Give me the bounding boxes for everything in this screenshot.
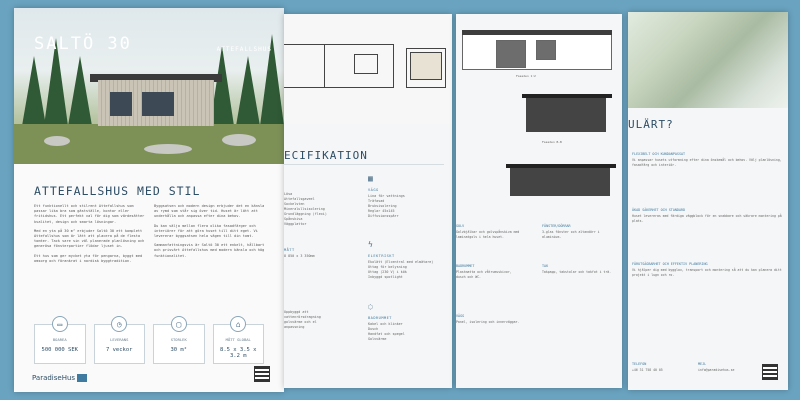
spec-value: 500 000 SEK [41, 347, 78, 353]
list-item: Bruksisolering [368, 204, 397, 208]
section-heading: ATTEFALLSHUS MED STIL [34, 184, 201, 198]
list-item: Lina för vattnings [368, 194, 405, 198]
section-title: ÖKAD SÄKERHET OCH STANDARD [632, 208, 686, 212]
section-title: VÄGG [456, 314, 465, 318]
section-text: Vi anpassar husets utformning efter dina önskemål och behov. Välj planlösning, fasadfärg och interiör. [632, 158, 782, 167]
spec-box [213, 319, 265, 364]
list-item: golvvärme och el [284, 320, 317, 324]
section-title: GOLV [456, 224, 465, 228]
list-item: Mineralullsisolering [284, 207, 325, 211]
list-item: Väggplattor [284, 222, 307, 226]
specification-heading: ECIFIKATION [284, 149, 368, 162]
hero-image [14, 8, 284, 164]
list-item: Uttag för belysning [368, 265, 407, 269]
paragraph: Sammanfattningsvis är Saltö 30 ett enkelt, hållbart och prisvärt Attefallshus med modern känsla och hög funktionalitet. [154, 243, 265, 258]
list-item: Grundläggning (flexi) [284, 212, 327, 216]
drawing-label: Fasaden 1:2 [516, 74, 536, 78]
spec-box [34, 319, 86, 364]
list-item: Kakel och klinker [368, 322, 403, 326]
product-subtitle: ATTEFALLSHUS [216, 46, 272, 53]
section-title: VÄGG [368, 188, 379, 192]
spec-box [94, 319, 146, 364]
list-item: vattenrörsdragning [284, 315, 321, 319]
list-item: Sockelsten [284, 202, 305, 206]
section-title: FÖRUTSÄGBARHET OCH EFFEKTIV PLANERING [632, 262, 708, 266]
list-item: Inbyggd spotlight [368, 275, 403, 279]
spec-value: 30 m² [170, 347, 188, 353]
section-title: BADRUMMET [368, 316, 392, 320]
list-item: Golvvärme [368, 337, 387, 341]
section-text: Huset levereras med färdiga väggblock för en snabbare och säkrare montering på plats. [632, 214, 782, 223]
logo-mark-icon [77, 374, 87, 382]
paragraph: Med en yta på 30 m² erbjuder Saltö 30 ett komplett Attefallshus som är lätt att placera på de flesta tomter. Tack vare sin väl planerade planlösning och generösa fönsterpartier flödar ljuset in. [34, 228, 145, 249]
spec-list [368, 322, 444, 342]
list-item: Diffusionsspärr [368, 214, 399, 218]
wall-icon: ▦ [368, 174, 373, 183]
list-item: Spånskiva [284, 217, 303, 221]
paragraph: Du kan välja mellan flera olika fasadfärger och interiörer för att göra huset till ditt eget. Vi levererar byggsatsen hela vägen till din tomt. [154, 223, 258, 239]
section-text: Takpapp, takstolar och takfot i trä. [542, 270, 612, 274]
spec-label: BOAREA [52, 337, 67, 342]
list-item: Lösa [284, 192, 293, 196]
spec-list [284, 192, 354, 227]
spec-list [284, 310, 354, 330]
spec-summary [34, 319, 264, 364]
email-label: MEJL [698, 362, 707, 366]
contact-label: TELEFON [632, 362, 647, 366]
list-item: Dusch [368, 327, 379, 331]
dimensions-icon: ⌂ [230, 316, 246, 332]
spec-value: 8.5 x 3.5 x 3.2 m [220, 347, 257, 359]
spec-list [368, 260, 444, 280]
section-title: FLEXIBELT OCH KUNDANPASSAT [632, 152, 686, 156]
list-item: Ekolätt (Elcentral med elmätare) [368, 260, 434, 264]
brand-logo [32, 374, 87, 382]
section-title: TAK [542, 264, 549, 268]
list-item: Reglar 45x145 [368, 209, 395, 213]
section-text: Plastmatta och våtrumsskivor, dusch och WC. [456, 270, 512, 279]
spec-label: STORLEK [170, 337, 187, 342]
bathroom-icon: ◌ [368, 302, 373, 311]
list-item: Träfasad [368, 199, 385, 203]
section-title: ELEKTRISKT [368, 254, 395, 258]
list-item: Handfat och spegel [368, 332, 405, 336]
spec-label: MÅTT GLOBAL [225, 337, 251, 342]
brochure-page-specification [284, 14, 452, 388]
section-title: FÖNSTER/DÖRRAR [542, 224, 571, 228]
brochure-page-drawings [456, 14, 622, 388]
brochure-page-why [628, 12, 788, 390]
rear-elevation-drawing [510, 166, 610, 196]
list-item: Uttag (230 V) i kök [368, 270, 407, 274]
side-elevation-drawing [526, 96, 606, 132]
drawing-label: Fasaden B-B [542, 140, 562, 144]
floor-plan-drawing [284, 14, 452, 124]
list-item: Uppbyggd att [284, 310, 309, 314]
section-title: MÅTT [284, 248, 295, 252]
paragraph: Ett hus som ger mycket yta för pengarna, byggt med omsorg och förankrat i nordisk byggtradition. [34, 253, 143, 263]
area-icon: ▢ [171, 316, 187, 332]
section-text: Vi hjälper dig med bygglov, transport och montering så att du kan planera ditt projekt i lugn och ro. [632, 268, 782, 277]
spec-list [284, 254, 354, 259]
section-text: 3-glas fönster och altandörr i aluminium. [542, 230, 600, 239]
qr-code-icon [762, 364, 778, 380]
price-icon: ▭ [52, 316, 68, 332]
section-text: Golvbjälkar och golvspånskiva med laminatgolv i hela huset. [456, 230, 520, 239]
paragraph: Ett funktionellt och stilrent Attefallshus som passar lika bra som gästställe, kontor eller fritidshus. Ett perfekt val för dig som värdesätter kvalitet, design och smarta lösningar. [34, 204, 145, 224]
divider [284, 164, 444, 165]
paragraph: Byggsatsen och modern design erbjuder det en känsla av rymd som står sig över tid. Huset är lätt att underhålla och anpassa efter dina behov. [154, 204, 265, 219]
interior-photo [628, 12, 788, 108]
spec-value: 7 veckor [106, 347, 133, 353]
spec-box [153, 319, 205, 364]
why-heading: ULÄRT? [628, 118, 674, 131]
brochure-page-front [14, 8, 284, 392]
intro-column-left [34, 204, 146, 268]
product-title: SALTÖ 30 [34, 34, 132, 54]
list-item: anpassning [284, 325, 305, 329]
list-item: 8 850 x 3 350mm [284, 254, 315, 258]
section-text: Panel, isolering och innerväggar. [456, 320, 520, 324]
spec-label: LEVERANS [110, 337, 129, 342]
lightning-icon: ϟ [368, 240, 373, 249]
qr-code-icon [254, 366, 270, 382]
spec-list [368, 194, 444, 219]
logo-text: ParadiseHus [32, 374, 76, 382]
contact-phone: +46 31 758 40 05 [632, 368, 663, 372]
contact-email: info@paradisehus.se [698, 368, 735, 372]
intro-column-right [154, 204, 266, 263]
list-item: Attefallsgaveel [284, 197, 315, 201]
clock-icon: ◷ [111, 316, 127, 332]
section-title: BADRUMMET [456, 264, 475, 268]
